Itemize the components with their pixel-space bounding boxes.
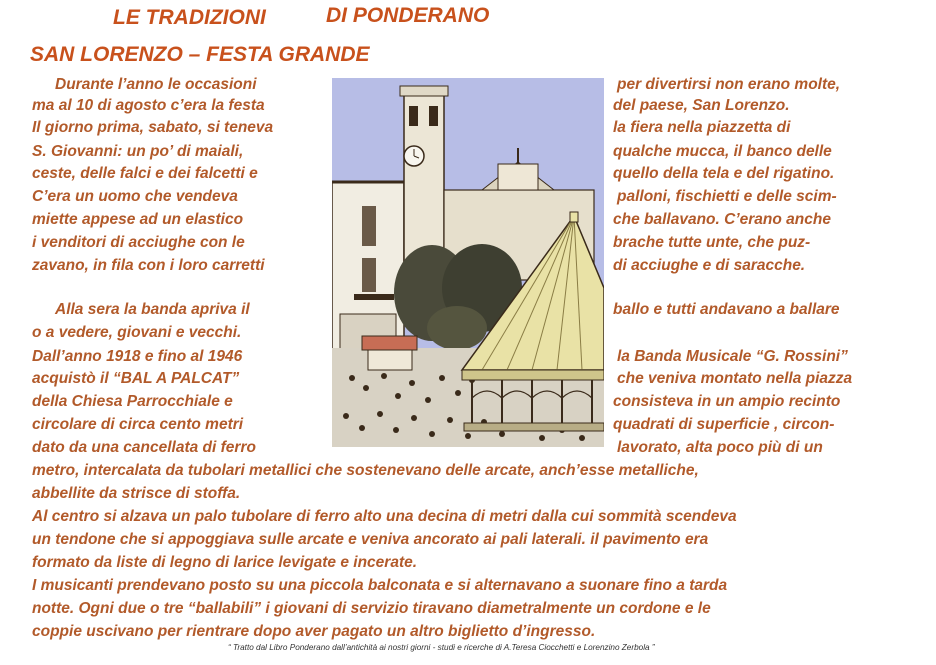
- right-line: che veniva montato nella piazza: [617, 370, 853, 387]
- body-line: I musicanti prendevano posto su una piccola balconata e si alternavano a suonare fino a tarda: [32, 577, 728, 594]
- village-square-illustration: [332, 78, 604, 447]
- left-line: circolare di circa cento metri: [32, 416, 244, 433]
- right-line: quello della tela e del rigatino.: [613, 165, 835, 182]
- left-line: Il giorno prima, sabato, si teneva: [32, 119, 274, 136]
- right-line: ballo e tutti andavano a ballare: [613, 301, 840, 318]
- body-line: un tendone che si appoggiava sulle arcate e veniva ancorato ai pali laterali. il pavimento era: [32, 531, 709, 548]
- body-line: metro, intercalata da tubolari metallici che sostenevano delle arcate, anch’esse metalliche,: [32, 462, 699, 479]
- left-line: miette appese ad un elastico: [32, 211, 244, 228]
- body-line: abbellite da strisce di stoffa.: [32, 485, 241, 502]
- right-line: qualche mucca, il banco delle: [613, 143, 832, 160]
- left-line: C’era un uomo che vendeva: [32, 188, 238, 205]
- left-line: ma al 10 di agosto c’era la festa: [32, 97, 265, 114]
- left-line: i venditori di acciughe con le: [32, 234, 245, 251]
- left-line: Dall’anno 1918 e fino al 1946: [32, 348, 243, 365]
- left-line: o a vedere, giovani e vecchi.: [32, 324, 242, 341]
- body-line: notte. Ogni due o tre “ballabili” i giovani di servizio tiravano diametralmente un cordone e le: [32, 600, 711, 617]
- left-line: acquistò il “BAL A PALCAT”: [32, 370, 240, 387]
- right-line: consisteva in un ampio recinto: [613, 393, 841, 410]
- right-line: la Banda Musicale “G. Rossini”: [617, 348, 848, 365]
- right-line: brache tutte unte, che puz-: [613, 234, 811, 251]
- left-line: dato da una cancellata di ferro: [32, 439, 256, 456]
- right-line: lavorato, alta poco più di un: [617, 439, 823, 456]
- left-line: Durante l’anno le occasioni: [55, 76, 257, 93]
- left-line: zavano, in fila con i loro carretti: [32, 257, 265, 274]
- page-title-part1: LE TRADIZIONI: [113, 6, 266, 29]
- right-line: palloni, fischietti e delle scim-: [617, 188, 837, 205]
- left-line: ceste, delle falci e dei falcetti e: [32, 165, 258, 182]
- right-line: del paese, San Lorenzo.: [613, 97, 790, 114]
- body-line: coppie uscivano per rientrare dopo aver pagato un altro biglietto d’ingresso.: [32, 623, 596, 640]
- right-line: che ballavano. C’erano anche: [613, 211, 831, 228]
- left-line: S. Giovanni: un po’ di maiali,: [32, 143, 244, 160]
- left-line: Alla sera la banda apriva il: [55, 301, 250, 318]
- body-line: Al centro si alzava un palo tubolare di ferro alto una decina di metri dalla cui sommità scendeva: [32, 508, 737, 525]
- page-title-part2: DI PONDERANO: [326, 4, 490, 27]
- right-line: per divertirsi non erano molte,: [617, 76, 841, 93]
- page-subtitle: SAN LORENZO – FESTA GRANDE: [30, 43, 370, 66]
- right-line: quadrati di superficie , circon-: [613, 416, 835, 433]
- left-line: della Chiesa Parrocchiale e: [32, 393, 233, 410]
- right-line: di acciughe e di saracche.: [613, 257, 806, 274]
- right-line: la fiera nella piazzetta di: [613, 119, 791, 136]
- source-credit: “ Tratto dal Libro Ponderano dall’antichità ai nostri giorni - studi e ricerche di A.Teresa Ciocchetti e Lorenzino Zerbola ”: [228, 643, 655, 652]
- body-line: formato da liste di legno di larice levigate e incerate.: [32, 554, 418, 571]
